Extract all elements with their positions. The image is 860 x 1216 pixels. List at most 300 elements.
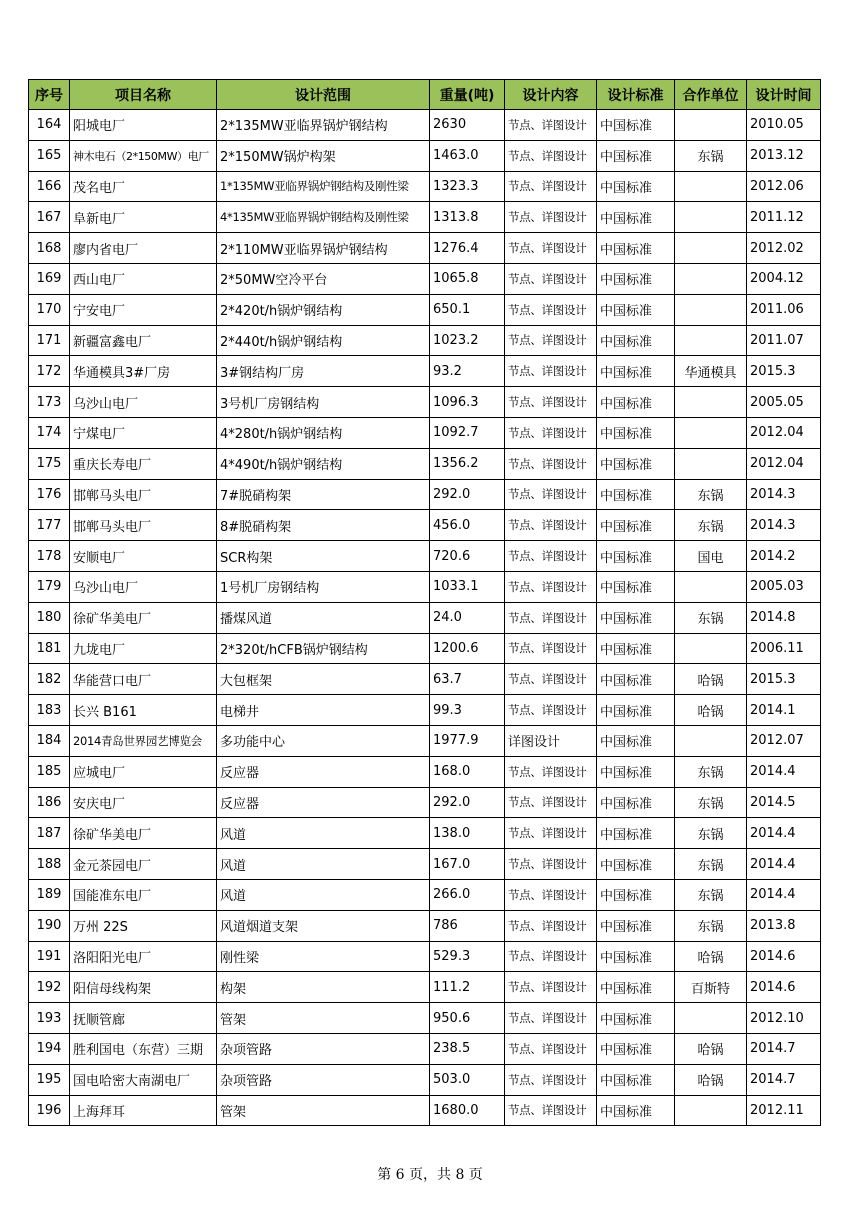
cell-weight: 1276.4	[430, 233, 505, 264]
table-row	[29, 202, 821, 233]
cell-project-name: 邯郸马头电厂	[70, 510, 217, 541]
cell-no: 164	[29, 110, 70, 141]
cell-design-content: 节点、详图设计	[505, 972, 597, 1003]
cell-project-name: 华能营口电厂	[70, 664, 217, 695]
cell-weight: 1313.8	[430, 202, 505, 233]
cell-partner	[675, 263, 747, 294]
table-row	[29, 325, 821, 356]
cell-no: 173	[29, 387, 70, 418]
cell-design-standard: 中国标准	[597, 325, 675, 356]
table-row	[29, 725, 821, 756]
cell-design-standard: 中国标准	[597, 110, 675, 141]
cell-no: 188	[29, 849, 70, 880]
cell-weight: 1680.0	[430, 1095, 505, 1126]
cell-design-standard: 中国标准	[597, 879, 675, 910]
cell-design-date: 2014.4	[747, 849, 821, 880]
cell-design-content: 节点、详图设计	[505, 1064, 597, 1095]
cell-design-content: 节点、详图设计	[505, 695, 597, 726]
cell-project-name: 2014青岛世界园艺博览会	[70, 725, 217, 756]
cell-design-scope: 风道	[217, 879, 430, 910]
cell-design-scope: 反应器	[217, 787, 430, 818]
cell-design-content: 节点、详图设计	[505, 910, 597, 941]
cell-project-name: 国能准东电厂	[70, 879, 217, 910]
cell-weight: 1463.0	[430, 140, 505, 171]
cell-design-standard: 中国标准	[597, 1064, 675, 1095]
cell-weight: 2630	[430, 110, 505, 141]
cell-no: 181	[29, 633, 70, 664]
cell-design-content: 节点、详图设计	[505, 356, 597, 387]
cell-project-name: 茂名电厂	[70, 171, 217, 202]
cell-project-name: 廖内省电厂	[70, 233, 217, 264]
cell-design-date: 2014.2	[747, 541, 821, 572]
col-header-design-standard: 设计标准	[597, 80, 675, 110]
cell-design-date: 2004.12	[747, 263, 821, 294]
cell-partner: 国电	[675, 541, 747, 572]
cell-design-date: 2014.3	[747, 479, 821, 510]
cell-design-content: 节点、详图设计	[505, 263, 597, 294]
cell-design-scope: 2*135MW亚临界锅炉钢结构	[217, 110, 430, 141]
cell-project-name: 胜利国电（东营）三期	[70, 1033, 217, 1064]
table-row	[29, 417, 821, 448]
cell-design-scope: 管架	[217, 1095, 430, 1126]
cell-no: 179	[29, 571, 70, 602]
cell-design-content: 节点、详图设计	[505, 541, 597, 572]
cell-partner: 东锅	[675, 849, 747, 880]
cell-design-standard: 中国标准	[597, 725, 675, 756]
cell-weight: 99.3	[430, 695, 505, 726]
cell-design-date: 2014.7	[747, 1064, 821, 1095]
cell-design-content: 节点、详图设计	[505, 787, 597, 818]
cell-design-content: 节点、详图设计	[505, 417, 597, 448]
cell-partner: 东锅	[675, 818, 747, 849]
page-footer: 第 6 页，共 8 页	[377, 1167, 483, 1183]
cell-design-standard: 中国标准	[597, 695, 675, 726]
cell-design-scope: 3#钢结构厂房	[217, 356, 430, 387]
cell-design-scope: 7#脱硝构架	[217, 479, 430, 510]
cell-no: 194	[29, 1033, 70, 1064]
cell-no: 187	[29, 818, 70, 849]
cell-design-date: 2012.06	[747, 171, 821, 202]
cell-weight: 1096.3	[430, 387, 505, 418]
cell-partner	[675, 110, 747, 141]
cell-weight: 111.2	[430, 972, 505, 1003]
cell-design-standard: 中国标准	[597, 849, 675, 880]
cell-project-name: 徐矿华美电厂	[70, 602, 217, 633]
cell-project-name: 安庆电厂	[70, 787, 217, 818]
cell-partner	[675, 448, 747, 479]
cell-design-scope: 播煤风道	[217, 602, 430, 633]
cell-weight: 950.6	[430, 1003, 505, 1034]
cell-design-scope: 反应器	[217, 756, 430, 787]
cell-weight: 1092.7	[430, 417, 505, 448]
cell-project-name: 国电哈密大南湖电厂	[70, 1064, 217, 1095]
cell-design-date: 2012.04	[747, 448, 821, 479]
cell-project-name: 长兴 B161	[70, 695, 217, 726]
cell-design-date: 2013.12	[747, 140, 821, 171]
cell-partner: 东锅	[675, 479, 747, 510]
cell-design-date: 2012.11	[747, 1095, 821, 1126]
cell-partner	[675, 387, 747, 418]
cell-no: 172	[29, 356, 70, 387]
cell-project-name: 抚顺管廊	[70, 1003, 217, 1034]
cell-design-standard: 中国标准	[597, 972, 675, 1003]
cell-design-standard: 中国标准	[597, 818, 675, 849]
cell-weight: 292.0	[430, 479, 505, 510]
cell-design-content: 节点、详图设计	[505, 1003, 597, 1034]
cell-project-name: 重庆长寿电厂	[70, 448, 217, 479]
cell-design-content: 节点、详图设计	[505, 633, 597, 664]
table-row	[29, 664, 821, 695]
cell-project-name: 九垅电厂	[70, 633, 217, 664]
cell-partner	[675, 571, 747, 602]
table-row	[29, 849, 821, 880]
cell-design-scope: 2*320t/hCFB锅炉钢结构	[217, 633, 430, 664]
cell-partner: 华通模具	[675, 356, 747, 387]
cell-design-scope: 大包框架	[217, 664, 430, 695]
cell-design-scope: 杂项管路	[217, 1064, 430, 1095]
cell-no: 192	[29, 972, 70, 1003]
cell-partner: 哈锅	[675, 1064, 747, 1095]
cell-design-standard: 中国标准	[597, 202, 675, 233]
cell-design-content: 节点、详图设计	[505, 664, 597, 695]
cell-partner	[675, 325, 747, 356]
cell-weight: 24.0	[430, 602, 505, 633]
table-row	[29, 448, 821, 479]
cell-project-name: 邯郸马头电厂	[70, 479, 217, 510]
cell-no: 186	[29, 787, 70, 818]
cell-project-name: 安顺电厂	[70, 541, 217, 572]
cell-design-scope: 8#脱硝构架	[217, 510, 430, 541]
cell-design-scope: 电梯井	[217, 695, 430, 726]
cell-design-scope: 管架	[217, 1003, 430, 1034]
cell-no: 169	[29, 263, 70, 294]
cell-design-scope: 多功能中心	[217, 725, 430, 756]
cell-weight: 138.0	[430, 818, 505, 849]
cell-design-content: 节点、详图设计	[505, 602, 597, 633]
cell-no: 171	[29, 325, 70, 356]
col-header-weight: 重量(吨)	[430, 80, 505, 110]
cell-design-date: 2012.04	[747, 417, 821, 448]
cell-partner: 哈锅	[675, 695, 747, 726]
col-header-design-content: 设计内容	[505, 80, 597, 110]
table-row	[29, 294, 821, 325]
cell-design-date: 2014.6	[747, 941, 821, 972]
cell-project-name: 洛阳阳光电厂	[70, 941, 217, 972]
table-row	[29, 356, 821, 387]
cell-weight: 168.0	[430, 756, 505, 787]
cell-design-standard: 中国标准	[597, 633, 675, 664]
cell-project-name: 宁安电厂	[70, 294, 217, 325]
table-row	[29, 387, 821, 418]
cell-partner: 哈锅	[675, 1033, 747, 1064]
cell-design-standard: 中国标准	[597, 510, 675, 541]
cell-weight: 292.0	[430, 787, 505, 818]
cell-partner	[675, 417, 747, 448]
cell-design-content: 节点、详图设计	[505, 233, 597, 264]
cell-design-standard: 中国标准	[597, 756, 675, 787]
table-row	[29, 602, 821, 633]
cell-weight: 456.0	[430, 510, 505, 541]
cell-design-date: 2014.4	[747, 818, 821, 849]
cell-no: 168	[29, 233, 70, 264]
cell-design-content: 节点、详图设计	[505, 818, 597, 849]
cell-weight: 167.0	[430, 849, 505, 880]
cell-partner: 哈锅	[675, 664, 747, 695]
cell-no: 196	[29, 1095, 70, 1126]
cell-project-name: 乌沙山电厂	[70, 571, 217, 602]
cell-design-scope: 风道	[217, 849, 430, 880]
cell-no: 174	[29, 417, 70, 448]
cell-design-scope: 4*490t/h锅炉钢结构	[217, 448, 430, 479]
cell-no: 190	[29, 910, 70, 941]
cell-design-date: 2014.7	[747, 1033, 821, 1064]
cell-project-name: 西山电厂	[70, 263, 217, 294]
cell-no: 165	[29, 140, 70, 171]
col-header-design-scope: 设计范围	[217, 80, 430, 110]
cell-design-standard: 中国标准	[597, 941, 675, 972]
cell-no: 184	[29, 725, 70, 756]
cell-design-scope: 构架	[217, 972, 430, 1003]
cell-no: 175	[29, 448, 70, 479]
cell-weight: 1023.2	[430, 325, 505, 356]
cell-design-standard: 中国标准	[597, 1003, 675, 1034]
cell-design-date: 2014.1	[747, 695, 821, 726]
cell-design-standard: 中国标准	[597, 263, 675, 294]
cell-design-scope: 4*135MW亚临界锅炉钢结构及刚性梁	[217, 202, 430, 233]
cell-no: 189	[29, 879, 70, 910]
table-row	[29, 263, 821, 294]
project-table	[28, 79, 821, 1126]
cell-design-content: 节点、详图设计	[505, 1033, 597, 1064]
cell-no: 176	[29, 479, 70, 510]
cell-weight: 786	[430, 910, 505, 941]
cell-design-date: 2012.07	[747, 725, 821, 756]
cell-no: 180	[29, 602, 70, 633]
cell-design-content: 节点、详图设计	[505, 325, 597, 356]
cell-design-standard: 中国标准	[597, 787, 675, 818]
cell-design-standard: 中国标准	[597, 417, 675, 448]
cell-design-standard: 中国标准	[597, 1033, 675, 1064]
cell-partner: 哈锅	[675, 941, 747, 972]
cell-design-standard: 中国标准	[597, 294, 675, 325]
cell-no: 167	[29, 202, 70, 233]
table-row	[29, 633, 821, 664]
col-header-project-name: 项目名称	[70, 80, 217, 110]
cell-no: 178	[29, 541, 70, 572]
cell-no: 191	[29, 941, 70, 972]
cell-design-standard: 中国标准	[597, 171, 675, 202]
col-header-partner: 合作单位	[675, 80, 747, 110]
cell-project-name: 万州 22S	[70, 910, 217, 941]
cell-design-date: 2011.06	[747, 294, 821, 325]
cell-project-name: 新疆富鑫电厂	[70, 325, 217, 356]
cell-design-scope: 1号机厂房钢结构	[217, 571, 430, 602]
cell-project-name: 金元茶园电厂	[70, 849, 217, 880]
cell-partner: 东锅	[675, 756, 747, 787]
table-row	[29, 541, 821, 572]
cell-design-scope: 风道	[217, 818, 430, 849]
table-row	[29, 1003, 821, 1034]
table-row	[29, 972, 821, 1003]
cell-design-standard: 中国标准	[597, 571, 675, 602]
table-header-row	[29, 80, 821, 110]
cell-weight: 720.6	[430, 541, 505, 572]
cell-design-date: 2012.10	[747, 1003, 821, 1034]
table-row	[29, 941, 821, 972]
col-header-no: 序号	[29, 80, 70, 110]
cell-design-content: 节点、详图设计	[505, 110, 597, 141]
cell-partner	[675, 294, 747, 325]
table-row	[29, 756, 821, 787]
cell-design-date: 2014.4	[747, 879, 821, 910]
cell-partner: 百斯特	[675, 972, 747, 1003]
cell-design-scope: SCR构架	[217, 541, 430, 572]
cell-design-standard: 中国标准	[597, 356, 675, 387]
cell-partner: 东锅	[675, 140, 747, 171]
cell-partner	[675, 233, 747, 264]
cell-design-scope: 2*420t/h锅炉钢结构	[217, 294, 430, 325]
cell-design-date: 2014.4	[747, 756, 821, 787]
cell-design-scope: 4*280t/h锅炉钢结构	[217, 417, 430, 448]
cell-design-content: 节点、详图设计	[505, 202, 597, 233]
cell-design-scope: 2*110MW亚临界锅炉钢结构	[217, 233, 430, 264]
cell-partner: 东锅	[675, 510, 747, 541]
cell-partner	[675, 725, 747, 756]
cell-project-name: 上海拜耳	[70, 1095, 217, 1126]
cell-design-content: 节点、详图设计	[505, 448, 597, 479]
cell-partner	[675, 202, 747, 233]
cell-design-scope: 2*50MW空冷平台	[217, 263, 430, 294]
cell-weight: 63.7	[430, 664, 505, 695]
cell-design-scope: 1*135MW亚临界锅炉钢结构及刚性梁	[217, 171, 430, 202]
cell-design-content: 节点、详图设计	[505, 387, 597, 418]
cell-no: 166	[29, 171, 70, 202]
cell-design-date: 2011.12	[747, 202, 821, 233]
cell-design-date: 2005.05	[747, 387, 821, 418]
cell-design-standard: 中国标准	[597, 664, 675, 695]
cell-design-content: 节点、详图设计	[505, 510, 597, 541]
table-row	[29, 1095, 821, 1126]
table-row	[29, 910, 821, 941]
cell-design-standard: 中国标准	[597, 140, 675, 171]
cell-weight: 1323.3	[430, 171, 505, 202]
cell-no: 193	[29, 1003, 70, 1034]
cell-design-content: 节点、详图设计	[505, 140, 597, 171]
cell-design-content: 节点、详图设计	[505, 849, 597, 880]
cell-no: 185	[29, 756, 70, 787]
cell-weight: 266.0	[430, 879, 505, 910]
cell-weight: 503.0	[430, 1064, 505, 1095]
table-row	[29, 879, 821, 910]
table-row	[29, 571, 821, 602]
cell-design-date: 2013.8	[747, 910, 821, 941]
cell-weight: 1356.2	[430, 448, 505, 479]
cell-design-date: 2015.3	[747, 356, 821, 387]
table-row	[29, 140, 821, 171]
cell-design-date: 2011.07	[747, 325, 821, 356]
cell-partner: 东锅	[675, 910, 747, 941]
cell-design-scope: 杂项管路	[217, 1033, 430, 1064]
cell-weight: 238.5	[430, 1033, 505, 1064]
table-row	[29, 171, 821, 202]
cell-design-standard: 中国标准	[597, 387, 675, 418]
cell-design-date: 2014.5	[747, 787, 821, 818]
cell-design-standard: 中国标准	[597, 910, 675, 941]
cell-design-content: 节点、详图设计	[505, 479, 597, 510]
cell-weight: 650.1	[430, 294, 505, 325]
cell-design-date: 2015.3	[747, 664, 821, 695]
cell-design-date: 2006.11	[747, 633, 821, 664]
cell-weight: 529.3	[430, 941, 505, 972]
cell-design-date: 2005.03	[747, 571, 821, 602]
cell-design-date: 2014.6	[747, 972, 821, 1003]
cell-project-name: 宁煤电厂	[70, 417, 217, 448]
cell-project-name: 乌沙山电厂	[70, 387, 217, 418]
table-row	[29, 695, 821, 726]
cell-weight: 1200.6	[430, 633, 505, 664]
cell-design-scope: 2*440t/h锅炉钢结构	[217, 325, 430, 356]
table-row	[29, 787, 821, 818]
table-row	[29, 233, 821, 264]
col-header-design-date: 设计时间	[747, 80, 821, 110]
cell-no: 170	[29, 294, 70, 325]
cell-design-standard: 中国标准	[597, 448, 675, 479]
table-row	[29, 510, 821, 541]
cell-partner: 东锅	[675, 879, 747, 910]
cell-design-standard: 中国标准	[597, 233, 675, 264]
cell-design-scope: 风道烟道支架	[217, 910, 430, 941]
cell-partner	[675, 1095, 747, 1126]
cell-weight: 1977.9	[430, 725, 505, 756]
cell-design-scope: 2*150MW锅炉构架	[217, 140, 430, 171]
cell-project-name: 阜新电厂	[70, 202, 217, 233]
cell-partner: 东锅	[675, 787, 747, 818]
cell-design-date: 2010.05	[747, 110, 821, 141]
cell-design-date: 2014.8	[747, 602, 821, 633]
cell-weight: 1033.1	[430, 571, 505, 602]
cell-design-standard: 中国标准	[597, 479, 675, 510]
table-row	[29, 479, 821, 510]
cell-project-name: 阳城电厂	[70, 110, 217, 141]
cell-project-name: 徐矿华美电厂	[70, 818, 217, 849]
cell-design-date: 2012.02	[747, 233, 821, 264]
cell-weight: 1065.8	[430, 263, 505, 294]
table-row	[29, 1033, 821, 1064]
cell-design-content: 节点、详图设计	[505, 571, 597, 602]
cell-design-standard: 中国标准	[597, 1095, 675, 1126]
cell-project-name: 神木电石（2*150MW）电厂	[70, 140, 217, 171]
cell-design-standard: 中国标准	[597, 602, 675, 633]
cell-partner	[675, 171, 747, 202]
cell-no: 177	[29, 510, 70, 541]
cell-design-content: 节点、详图设计	[505, 1095, 597, 1126]
cell-design-scope: 刚性梁	[217, 941, 430, 972]
cell-design-scope: 3号机厂房钢结构	[217, 387, 430, 418]
cell-project-name: 华通模具3#厂房	[70, 356, 217, 387]
cell-design-content: 节点、详图设计	[505, 941, 597, 972]
cell-design-standard: 中国标准	[597, 541, 675, 572]
table-row	[29, 1064, 821, 1095]
cell-no: 195	[29, 1064, 70, 1095]
cell-design-content: 节点、详图设计	[505, 294, 597, 325]
cell-project-name: 应城电厂	[70, 756, 217, 787]
cell-partner	[675, 633, 747, 664]
cell-design-content: 节点、详图设计	[505, 879, 597, 910]
cell-design-content: 详图设计	[505, 725, 597, 756]
cell-no: 183	[29, 695, 70, 726]
cell-design-content: 节点、详图设计	[505, 756, 597, 787]
cell-project-name: 阳信母线构架	[70, 972, 217, 1003]
